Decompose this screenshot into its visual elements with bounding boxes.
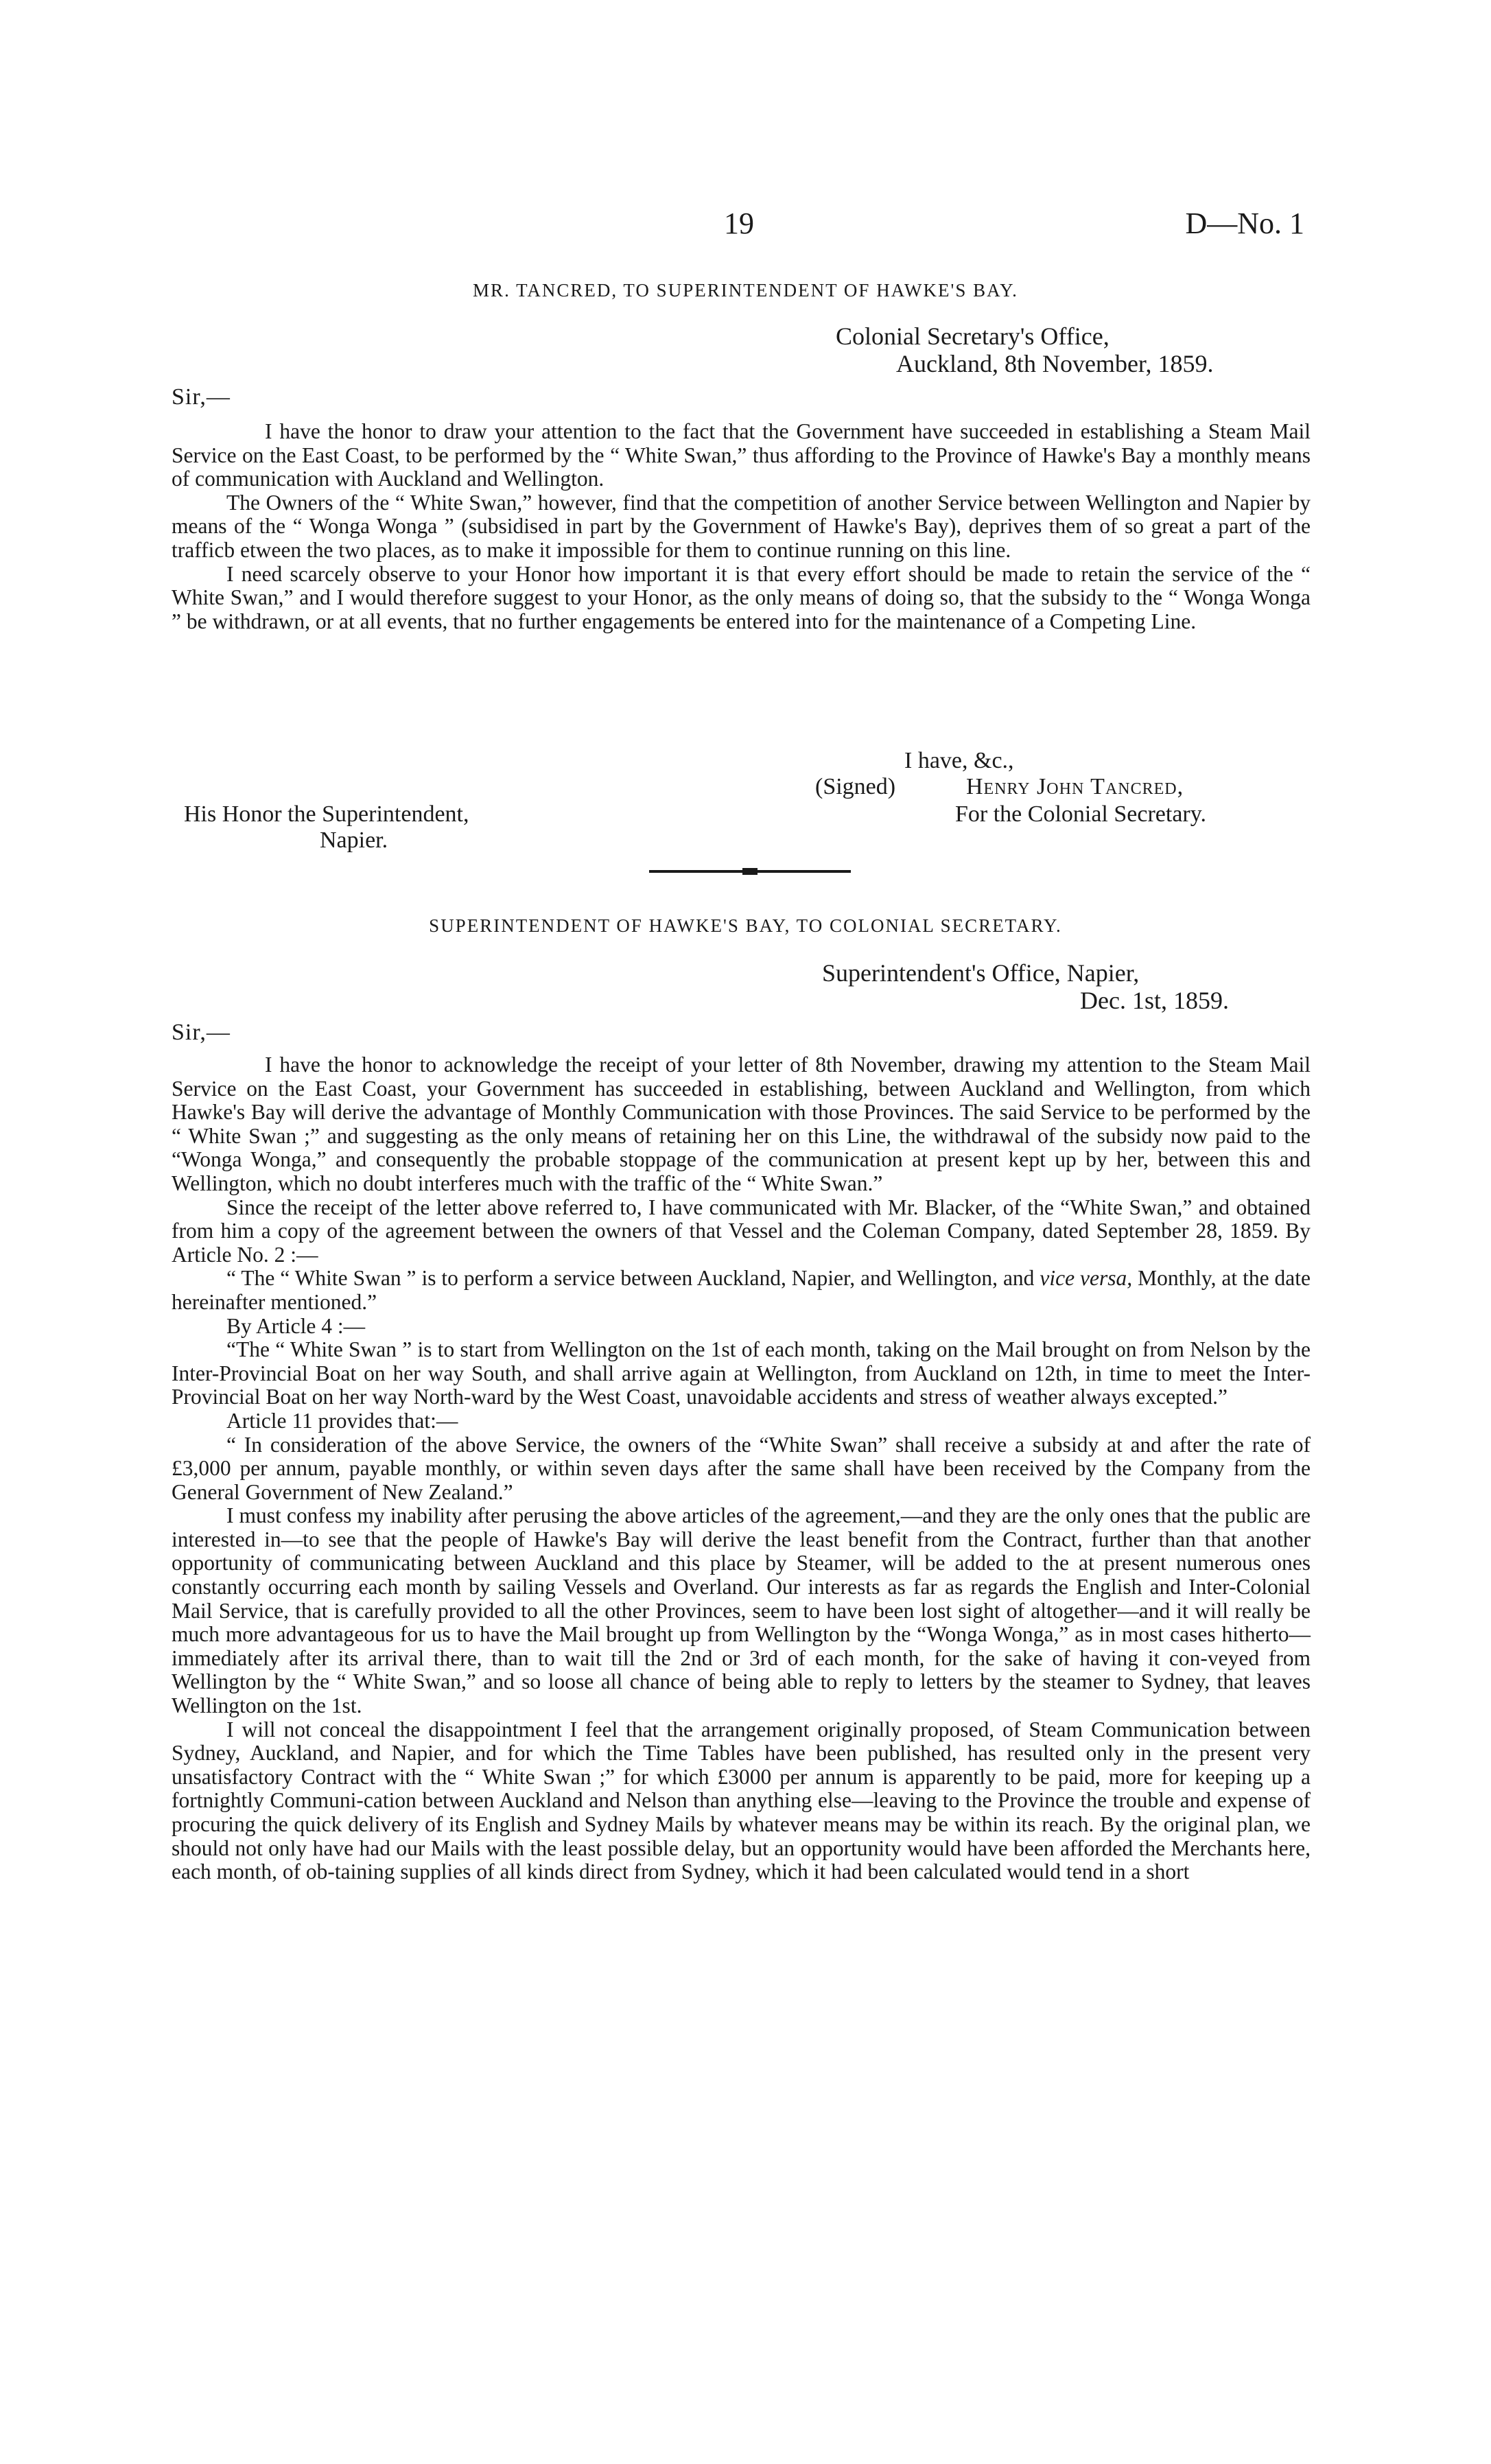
letter2-paragraph: By Article 4 :— (226, 1313, 366, 1338)
letter2-body (172, 1053, 1311, 1884)
letter1-paragraph: I have the honor to draw your attention to the fact that the Government have succeeded in establishing a Steam Mail Service on the East Coast, to be performed by the “ White Swan,” thus affording to the Province of Hawke's Bay a monthly means of communication with Auckland and Wellington. (172, 419, 1311, 491)
article2-text: “ The “ White Swan ” is to perform a service between Auckland, Napier, and Wellington, and (226, 1266, 1035, 1291)
letter2-paragraph: I have the honor to acknowledge the receipt of your letter of 8th November, drawing my attention to the Steam Mail Service on the East Coast, your Government has succeeded in establishing, between Auckland and Wellington, from which Hawke's Bay will derive the advantage of Monthly Communication with those Provinces. The said Service to be performed by the “ White Swan ;” and suggesting as the only means of retaining her on this Line, the withdrawal of the subsidy now paid to the “Wonga Wonga,” and consequently the probable stoppage of the communication at present kept up by her, between this and Wellington, which no doubt interferes much with the traffic of the “ White Swan.” (172, 1053, 1311, 1195)
letter2-paragraph: Since the receipt of the letter above referred to, I have communicated with Mr. Blacker, of the “White Swan,” and obtained from him a copy of the agreement between the owners of that Vessel and the Coleman Company, dated September 28, 1859. By Article No. 2 :— (172, 1195, 1311, 1267)
letter1-paragraph: I need scarcely observe to your Honor how important it is that every effort should be made to retain the service of the “ White Swan,” and I would therefore suggest to your Honor, as the only means of doing so, that the subsidy to the “ Wonga Wonga ” be withdrawn, or at all events, that no further engagements be entered into for the maintenance of a Competing Line. (172, 561, 1311, 633)
letter2-paragraph: “The “ White Swan ” is to start from Wellington on the 1st of each month, taking on the Mail brought on from Nelson by the Inter-Provincial Boat on her way South, and shall arrive again at Wellington, from Auckland on 12th, in time to meet the Inter-Provincial Boat on her way North-ward by the West Coast, unavoidable accidents and stress of weather always excepted.” (172, 1337, 1311, 1409)
letter1-addressee: His Honor the Superintendent, (184, 801, 469, 827)
section-divider-ornament (742, 868, 758, 875)
letter1-signatory-title: For the Colonial Secretary. (955, 801, 1207, 827)
letter1-heading: MR. TANCRED, TO SUPERINTENDENT OF HAWKE'S BAY. (473, 280, 1018, 301)
letter1-signatory: Henry John Tancred, (966, 774, 1184, 799)
letter1-signed: (Signed) (815, 774, 896, 799)
letter2-paragraph: Article 11 provides that:— (226, 1408, 458, 1433)
letter1-office: Colonial Secretary's Office, (836, 322, 1110, 350)
letter2-paragraph: I will not conceal the disappointment I feel that the arrangement originally proposed, of Steam Communication between Sydney, Auckland, and Napier, and for which the Time Tables have been published, has resulted only in the present very unsatisfactory Contract with the “ White Swan ;” for which £3000 per annum is apparently to be paid, more for keeping up a fortnightly Communi-cation between Auckland and Nelson than anything else—leaving to the Province the trouble and expense of procuring the quick delivery of its English and Sydney Mails by whatever means may be within its reach. By the original plan, we should not only have had our Mails with the least possible delay, but an opportunity would have been afforded the Merchants here, each month, of ob-taining supplies of all kinds direct from Sydney, which it had been calculated would tend in a short (172, 1717, 1311, 1884)
page-number: 19 (724, 207, 754, 240)
letter2-date: Dec. 1st, 1859. (1080, 987, 1229, 1014)
letter1-salutation: Sir,— (172, 384, 231, 410)
article2-italic: vice versa, (1040, 1266, 1133, 1291)
letter2-salutation: Sir,— (172, 1020, 231, 1045)
letter1-body (172, 420, 1311, 633)
letter1-closing: I have, &c., (904, 748, 1014, 773)
letter2-quote-article2 (172, 1267, 1311, 1314)
letter2-office: Superintendent's Office, Napier, (822, 959, 1140, 987)
document-reference: D—No. 1 (1185, 207, 1304, 240)
letter1-addressee-place: Napier. (320, 828, 388, 853)
letter2-heading: SUPERINTENDENT OF HAWKE'S BAY, TO COLONIAL SECRETARY. (429, 915, 1062, 936)
letter2-paragraph: “ In consideration of the above Service, the owners of the “White Swan” shall receive a subsidy at and after the rate of £3,000 per annum, payable monthly, or within seven days after the same shall have been received by the Company from the General Government of New Zealand.” (172, 1432, 1311, 1504)
article2-tail: Monthly, at the date hereinafter mentioned.” (172, 1266, 1311, 1314)
letter1-paragraph: The Owners of the “ White Swan,” however, find that the competition of another Service between Wellington and Napier by means of the “ Wonga Wonga ” (subsidised in part by the Government of Hawke's Bay), deprives them of so great a part of the trafficb etween the two places, as to make it impossible for them to continue running on this line. (172, 490, 1311, 562)
letter2-paragraph: I must confess my inability after perusing the above articles of the agreement,—and they are the only ones that the public are interested in—to see that the people of Hawke's Bay will derive the least benefit from the Contract, further than that another opportunity of communicating between Auckland and this place by Steamer, will be added to the at present numerous ones constantly occurring each month by sailing Vessels and Overland. Our interests as far as regards the English and Inter-Colonial Mail Service, that is carefully provided to all the other Provinces, seem to have been lost sight of altogether—and it will really be much more advantageous for us to have the Mail brought up from Wellington by the “Wonga Wonga,” as in most cases hitherto—immediately after its arrival there, than to wait till the 2nd or 3rd of each month, for the sake of having it con-veyed from Wellington by the “ White Swan,” and so loose all chance of being able to reply to letters by the steamer to Sydney, that leaves Wellington on the 1st. (172, 1503, 1311, 1718)
letter1-place-date: Auckland, 8th November, 1859. (896, 350, 1214, 377)
